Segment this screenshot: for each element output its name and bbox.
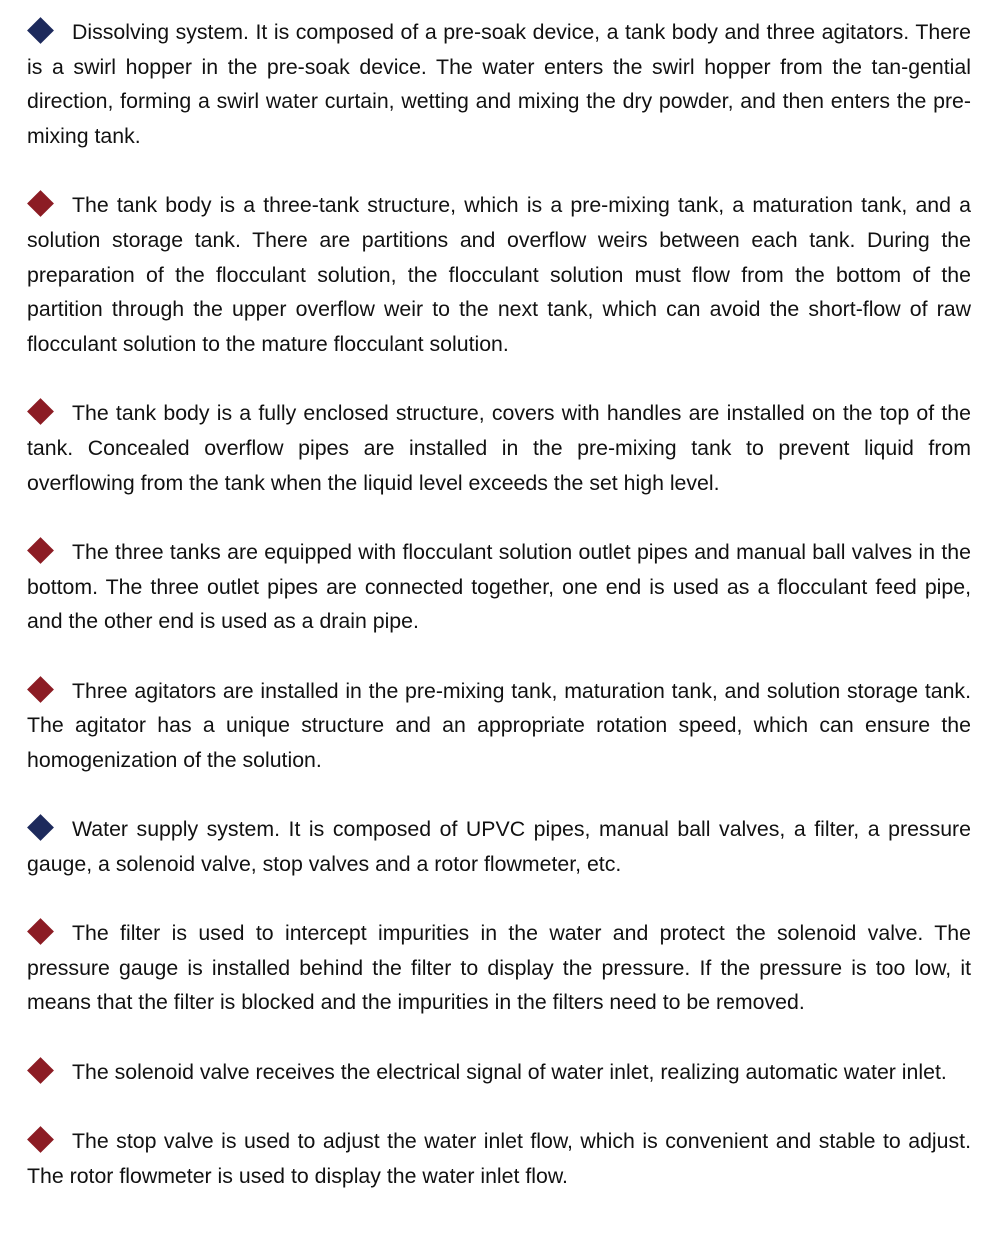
blue-diamond-icon bbox=[27, 17, 54, 44]
blue-diamond-icon bbox=[27, 814, 54, 841]
paragraph-text: The filter is used to intercept impurities in the water and protect the solenoid valve. The pressure gauge is installed behind the filter to display the pressure. If the pressure is too low, it means that the filter is blocked and the impurities in the filters need to be removed. bbox=[27, 921, 971, 1015]
red-diamond-icon bbox=[27, 1126, 54, 1153]
paragraph-filter bbox=[27, 916, 971, 1020]
paragraph-agitators bbox=[27, 674, 971, 778]
paragraph-dissolving-system bbox=[27, 15, 971, 154]
paragraph-text: The solenoid valve receives the electrical signal of water inlet, realizing automatic water inlet. bbox=[72, 1059, 947, 1084]
document-body bbox=[27, 15, 971, 1228]
paragraph-text: The tank body is a three-tank structure, which is a pre-mixing tank, a maturation tank, and a solution storage tank. There are partitions and overflow weirs between each tank. During the preparation of the flocculant solution, the flocculant solution must flow from the bottom of the partition through the upper overflow weir to the next tank, which can avoid the short-flow of raw flocculant solution to the mature flocculant solution. bbox=[27, 193, 971, 357]
paragraph-stop-valve bbox=[27, 1124, 971, 1193]
red-diamond-icon bbox=[27, 676, 54, 703]
red-diamond-icon bbox=[27, 398, 54, 425]
paragraph-water-supply-system bbox=[27, 812, 971, 881]
red-diamond-icon bbox=[27, 537, 54, 564]
paragraph-text: Dissolving system. It is composed of a pre-soak device, a tank body and three agitators. There is a swirl hopper in the pre-soak device. The water enters the swirl hopper from the tan-gential direction, forming a swirl water curtain, wetting and mixing the dry powder, and then enters the pre-mixing tank. bbox=[27, 20, 971, 149]
paragraph-text: The tank body is a fully enclosed structure, covers with handles are installed on the top of the tank. Concealed overflow pipes are installed in the pre-mixing tank to prevent liquid from overflowing from the tank when the liquid level exceeds the set high level. bbox=[27, 401, 971, 495]
paragraph-tank-enclosed bbox=[27, 396, 971, 500]
red-diamond-icon bbox=[27, 190, 54, 217]
paragraph-text: The stop valve is used to adjust the water inlet flow, which is convenient and stable to adjust. The rotor flowmeter is used to display the water inlet flow. bbox=[27, 1128, 971, 1188]
paragraph-tank-structure bbox=[27, 188, 971, 362]
paragraph-solenoid-valve bbox=[27, 1055, 971, 1090]
red-diamond-icon bbox=[27, 1057, 54, 1084]
paragraph-outlet-pipes bbox=[27, 535, 971, 639]
paragraph-text: The three tanks are equipped with flocculant solution outlet pipes and manual ball valves in the bottom. The three outlet pipes are connected together, one end is used as a flocculant feed pipe, and the other end is used as a drain pipe. bbox=[27, 539, 971, 634]
paragraph-text: Three agitators are installed in the pre-mixing tank, maturation tank, and solution storage tank. The agitator has a unique structure and an appropriate rotation speed, which can ensure the homogenization of the solution. bbox=[27, 678, 971, 772]
red-diamond-icon bbox=[27, 918, 54, 945]
paragraph-text: Water supply system. It is composed of UPVC pipes, manual ball valves, a filter, a pressure gauge, a solenoid valve, stop valves and a rotor flowmeter, etc. bbox=[27, 817, 971, 876]
